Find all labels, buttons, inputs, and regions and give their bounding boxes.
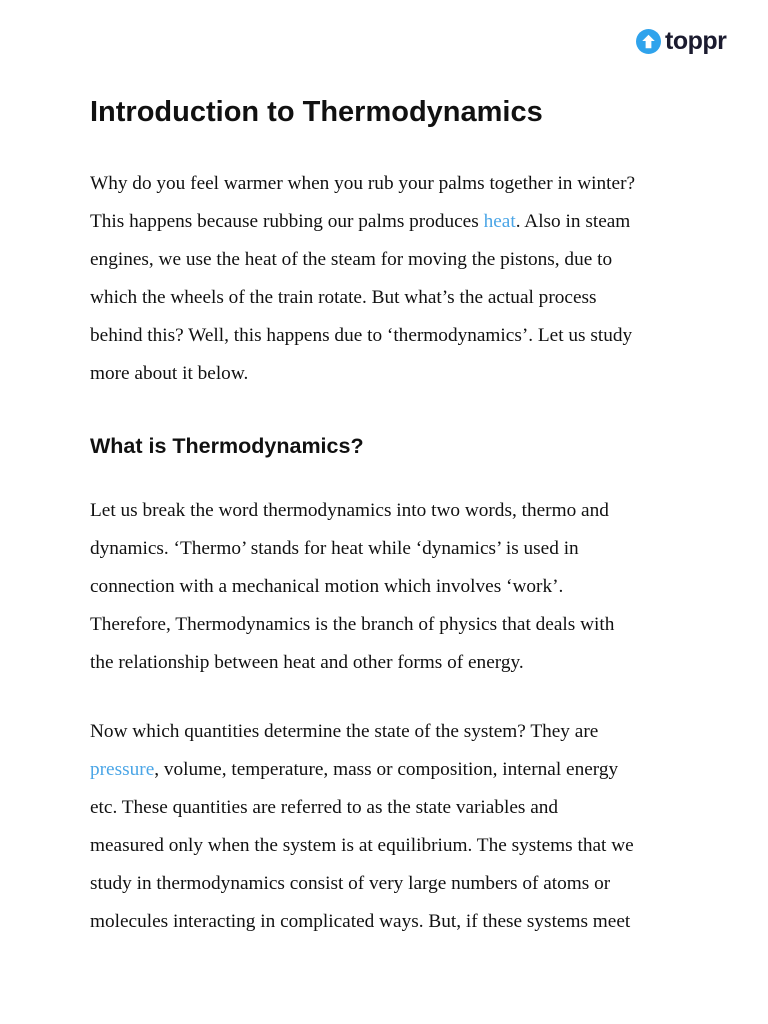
definition-paragraph [90, 492, 690, 682]
intro-paragraph [90, 165, 690, 392]
brand-name: toppr [665, 27, 727, 55]
text-line: measured only when the system is at equilibrium. The systems that we [90, 834, 634, 856]
text-line: molecules interacting in complicated ways. But, if these systems meet [90, 910, 631, 932]
page-title: Introduction to Thermodynamics [90, 96, 543, 128]
text-line: behind this? Well, this happens due to ‘thermodynamics’. Let us study [90, 324, 633, 346]
text-segment: , volume, temperature, mass or composition, internal energy [154, 758, 619, 780]
text-segment: This happens because rubbing our palms produces [90, 210, 484, 232]
article-body [90, 90, 690, 940]
text-line [90, 203, 690, 241]
text-line: study in thermodynamics consist of very large numbers of atoms or [90, 872, 611, 894]
pressure-link[interactable]: pressure [90, 758, 155, 780]
text-line: etc. These quantities are referred to as the state variables and [90, 796, 559, 818]
text-segment: . Also in steam [515, 210, 631, 232]
text-line: Why do you feel warmer when you rub your palms together in winter? [90, 173, 636, 194]
heat-link[interactable]: heat [483, 210, 516, 232]
text-line [90, 751, 690, 789]
text-line: Now which quantities determine the state of the system? They are [90, 720, 599, 742]
text-line: connection with a mechanical motion which involves ‘work’. [90, 576, 564, 598]
state-variables-paragraph [90, 713, 690, 940]
text-line: which the wheels of the train rotate. But what’s the actual process [90, 286, 597, 308]
text-line: the relationship between heat and other forms of energy. [90, 652, 524, 674]
text-line: engines, we use the heat of the steam for moving the pistons, due to [90, 248, 613, 270]
text-line: Let us break the word thermodynamics into two words, thermo and [90, 500, 609, 522]
arrow-up-circle-icon [636, 29, 661, 54]
toppr-logo[interactable] [636, 26, 726, 56]
text-line: Therefore, Thermodynamics is the branch of physics that deals with [90, 614, 615, 636]
text-line: dynamics. ‘Thermo’ stands for heat while ‘dynamics’ is used in [90, 538, 579, 560]
text-line: more about it below. [90, 362, 249, 384]
section-heading: What is Thermodynamics? [90, 434, 364, 459]
